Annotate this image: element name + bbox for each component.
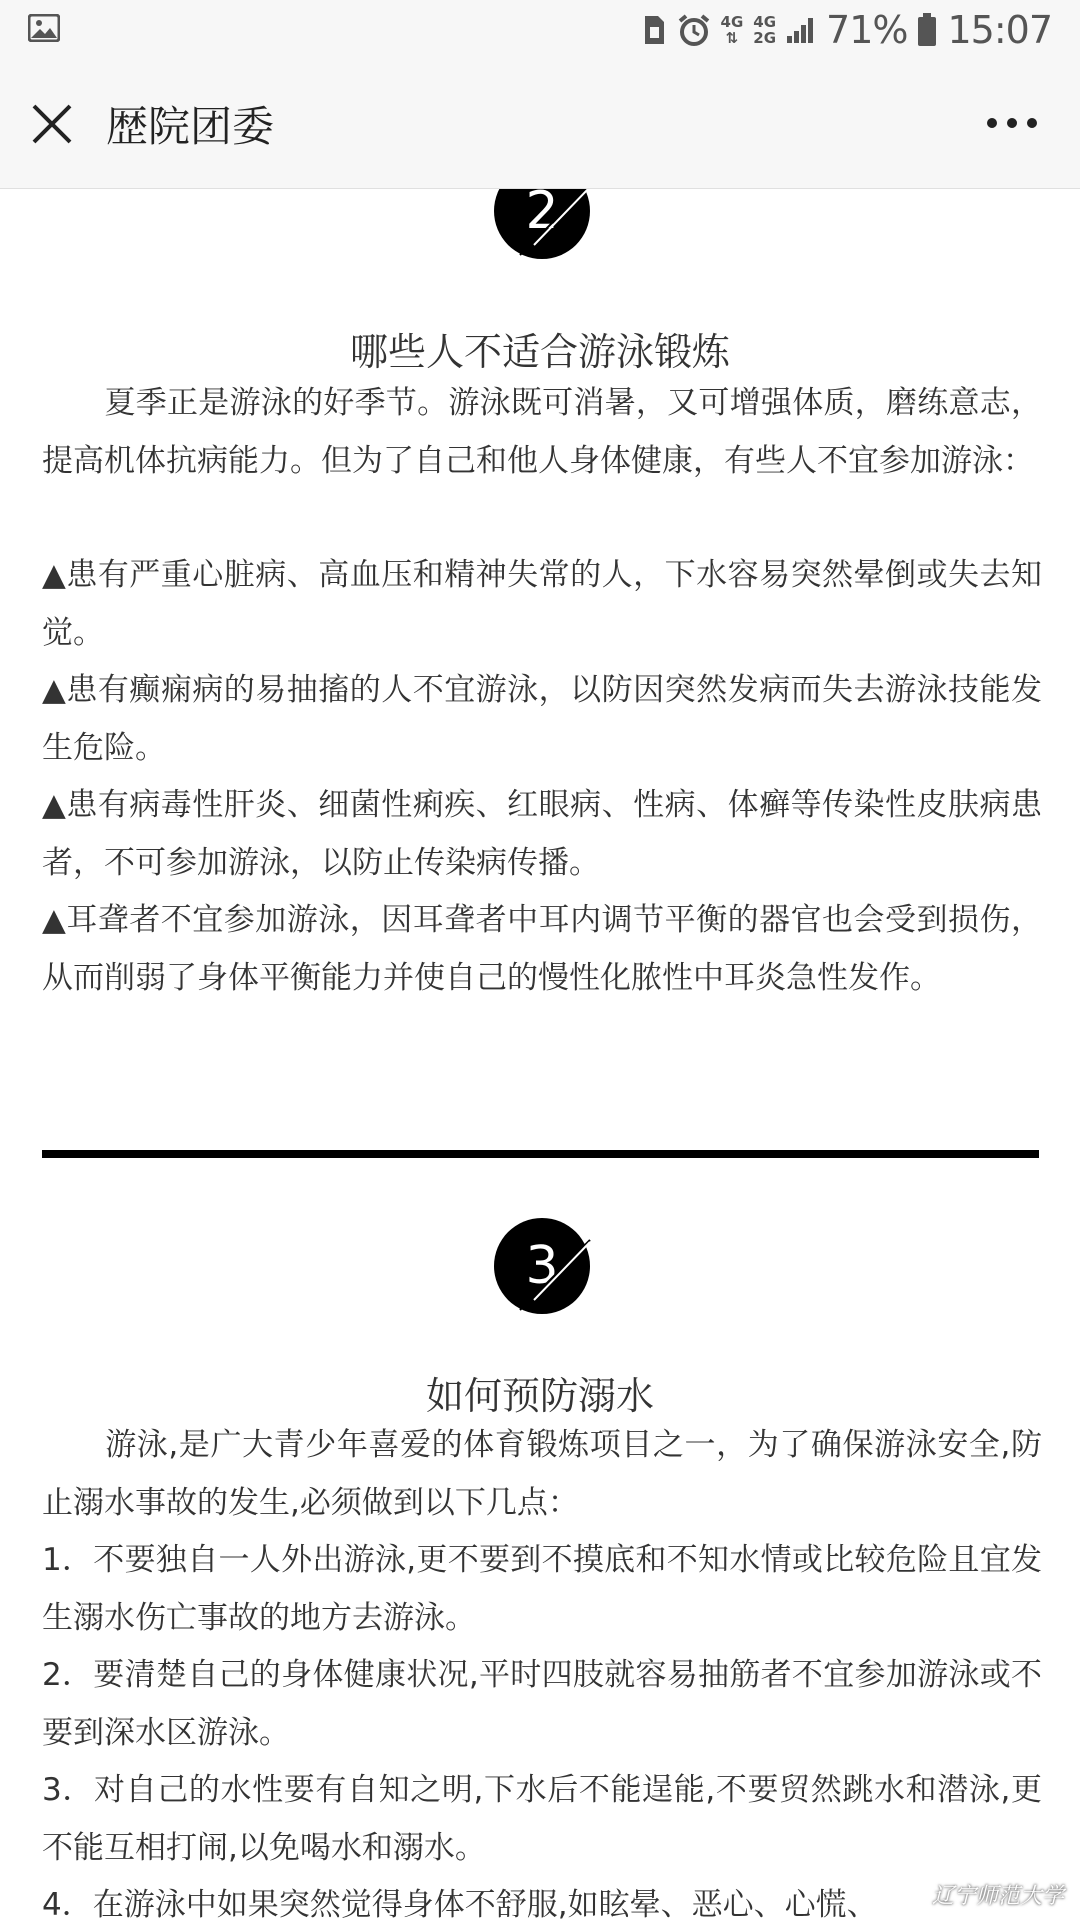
network-type-2: 4G 2G	[753, 13, 777, 47]
paragraph: 夏季正是游泳的好季节。游泳既可消暑，又可增强体质，磨练意志，提高机体抗病能力。但为了自己和他人身体健康，有些人不宜参加游泳：	[42, 385, 1042, 479]
paragraph: ▲患有严重心脏病、高血压和精神失常的人，下水容易突然晕倒或失去知觉。	[42, 557, 1042, 651]
close-icon[interactable]	[30, 102, 74, 146]
section-number-badge	[494, 1218, 590, 1314]
alarm-icon	[677, 13, 711, 47]
gallery-icon	[28, 14, 60, 42]
paragraph: ▲耳聋者不宜参加游泳，因耳聋者中耳内调节平衡的器官也会受到损伤，从而削弱了身体平衡能力并使自己的慢性化脓性中耳炎急性发作。	[42, 902, 1042, 996]
paragraph: 游泳,是广大青少年喜爱的体育锻炼项目之一，为了确保游泳安全,防止溺水事故的发生,必须做到以下几点：	[42, 1427, 1042, 1521]
badge-slash	[494, 1218, 614, 1338]
paragraph: 3．对自己的水性要有自知之明,下水后不能逞能,不要贸然跳水和潜泳,更不能互相打闹,以免喝水和溺水。	[42, 1772, 1042, 1866]
section-number: 2	[494, 189, 590, 259]
paragraph: 2．要清楚自己的身体健康状况,平时四肢就容易抽筋者不宜参加游泳或不要到深水区游泳。	[42, 1657, 1042, 1751]
section-divider	[42, 1150, 1039, 1158]
section-number-badge	[494, 189, 590, 259]
paragraph: 1．不要独自一人外出游泳,更不要到不摸底和不知水情或比较危险且宜发生溺水伤亡事故的地方去游泳。	[42, 1542, 1042, 1636]
paragraph: ▲患有癫痫病的易抽搐的人不宜游泳，以防因突然发病而失去游泳技能发生危险。	[42, 672, 1042, 766]
badge-slash	[494, 189, 614, 283]
status-right	[641, 0, 1052, 60]
network-type-1: 4G ⇅	[720, 13, 744, 47]
paragraph: 4．在游泳中如果突然觉得身体不舒服,如眩晕、恶心、心慌、	[42, 1887, 878, 1920]
section-number: 3	[494, 1218, 590, 1314]
section-title: 哪些人不适合游泳锻炼	[349, 330, 730, 374]
clock: 15:07	[947, 8, 1052, 52]
battery-percent: 71%	[826, 8, 908, 52]
page-title: 歴院团委	[106, 102, 275, 151]
status-bar	[0, 0, 1080, 60]
signal-icon	[786, 16, 816, 44]
nav-bar	[0, 60, 1080, 189]
watermark: 辽宁师范大学	[931, 1884, 1064, 1909]
section-title: 如何预防溺水	[425, 1374, 654, 1418]
article-content	[0, 189, 1080, 1920]
paragraph: ▲患有病毒性肝炎、细菌性痢疾、红眼病、性病、体癣等传染性皮肤病患者，不可参加游泳，以防止传染病传播。	[42, 787, 1042, 881]
battery-icon	[917, 13, 937, 47]
more-icon[interactable]	[984, 108, 1040, 138]
sim-icon	[641, 14, 667, 46]
